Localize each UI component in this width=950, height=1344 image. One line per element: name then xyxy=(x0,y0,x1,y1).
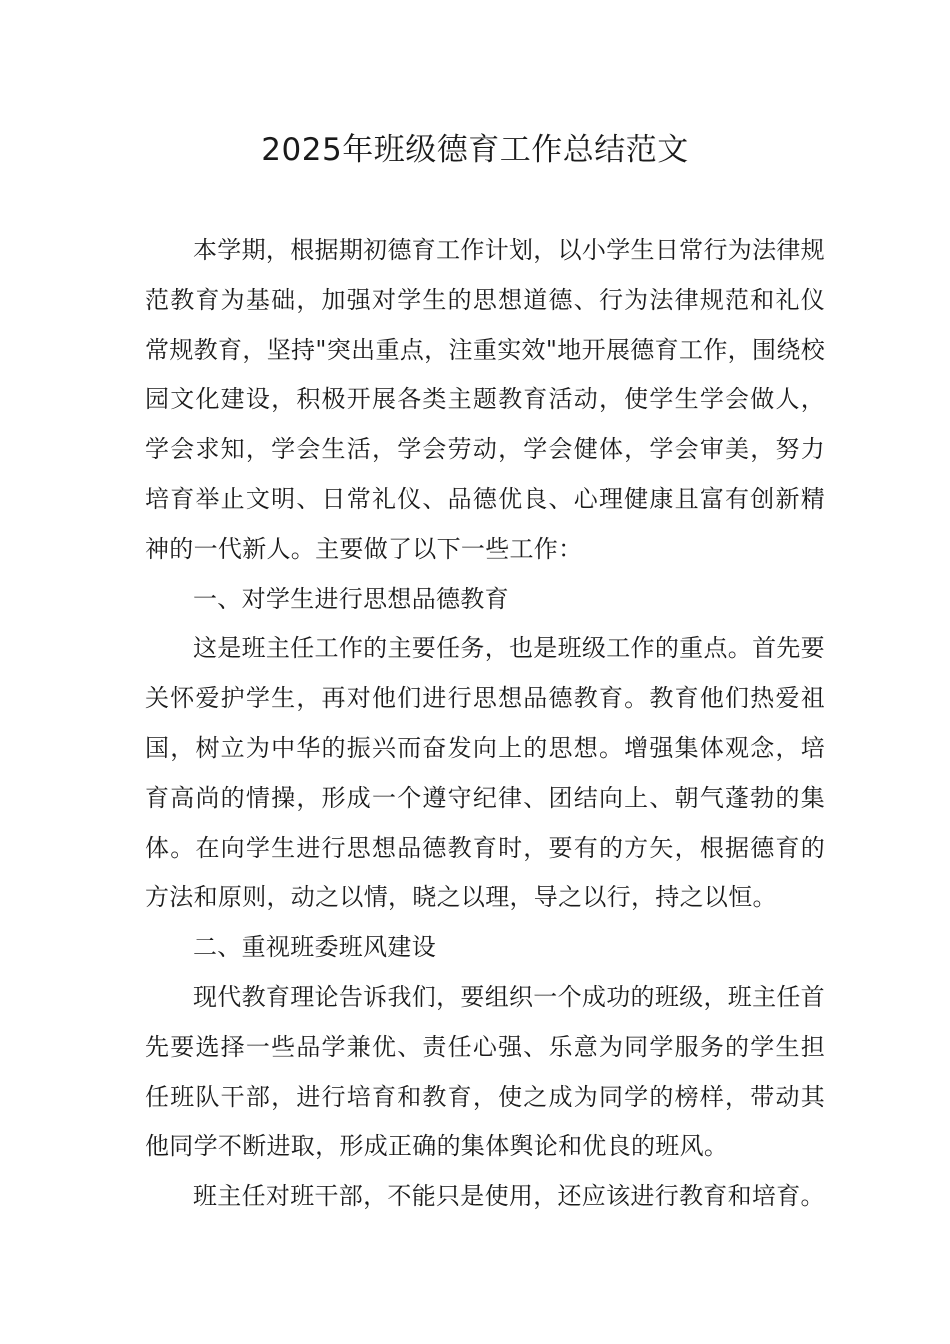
document-title: 2025年班级德育工作总结范文 xyxy=(261,132,689,168)
section-heading-2: 二、重视班委班风建设 xyxy=(193,933,436,962)
document-body xyxy=(145,226,825,1222)
paragraph-section-2-continued: 班主任对班干部，不能只是使用，还应该进行教育和培育。 xyxy=(193,1182,825,1211)
section-heading-1: 一、对学生进行思想品德教育 xyxy=(193,584,509,613)
paragraph-section-1: 这是班主任工作的主要任务，也是班级工作的重点。首先要关怀爱护学生，再对他们进行思想品德教育。教育他们热爱祖国，树立为中华的振兴而奋发向上的思想。增强集体观念，培育高尚的情操，形成一个遵守纪律、团结向上、朝气蓬勃的集体。在向学生进行思想品德教育时，要有的方矢，根据德育的方法和原则，动之以情，晓之以理，导之以行，持之以恒。 xyxy=(145,634,825,912)
paragraph-intro: 本学期，根据期初德育工作计划，以小学生日常行为法律规范教育为基础，加强对学生的思想道德、行为法律规范和礼仪常规教育，坚持"突出重点，注重实效"地开展德育工作，围绕校园文化建设，积极开展各类主题教育活动，使学生学会做人，学会求知，学会生活，学会劳动，学会健体，学会审美，努力培育举止文明、日常礼仪、品德优良、心理健康且富有创新精神的一代新人。主要做了以下一些工作： xyxy=(145,236,825,563)
paragraph-section-2: 现代教育理论告诉我们，要组织一个成功的班级，班主任首先要选择一些品学兼优、责任心强、乐意为同学服务的学生担任班队干部，进行培育和教育，使之成为同学的榜样，带动其他同学不断进取，形成正确的集体舆论和优良的班风。 xyxy=(145,982,825,1161)
